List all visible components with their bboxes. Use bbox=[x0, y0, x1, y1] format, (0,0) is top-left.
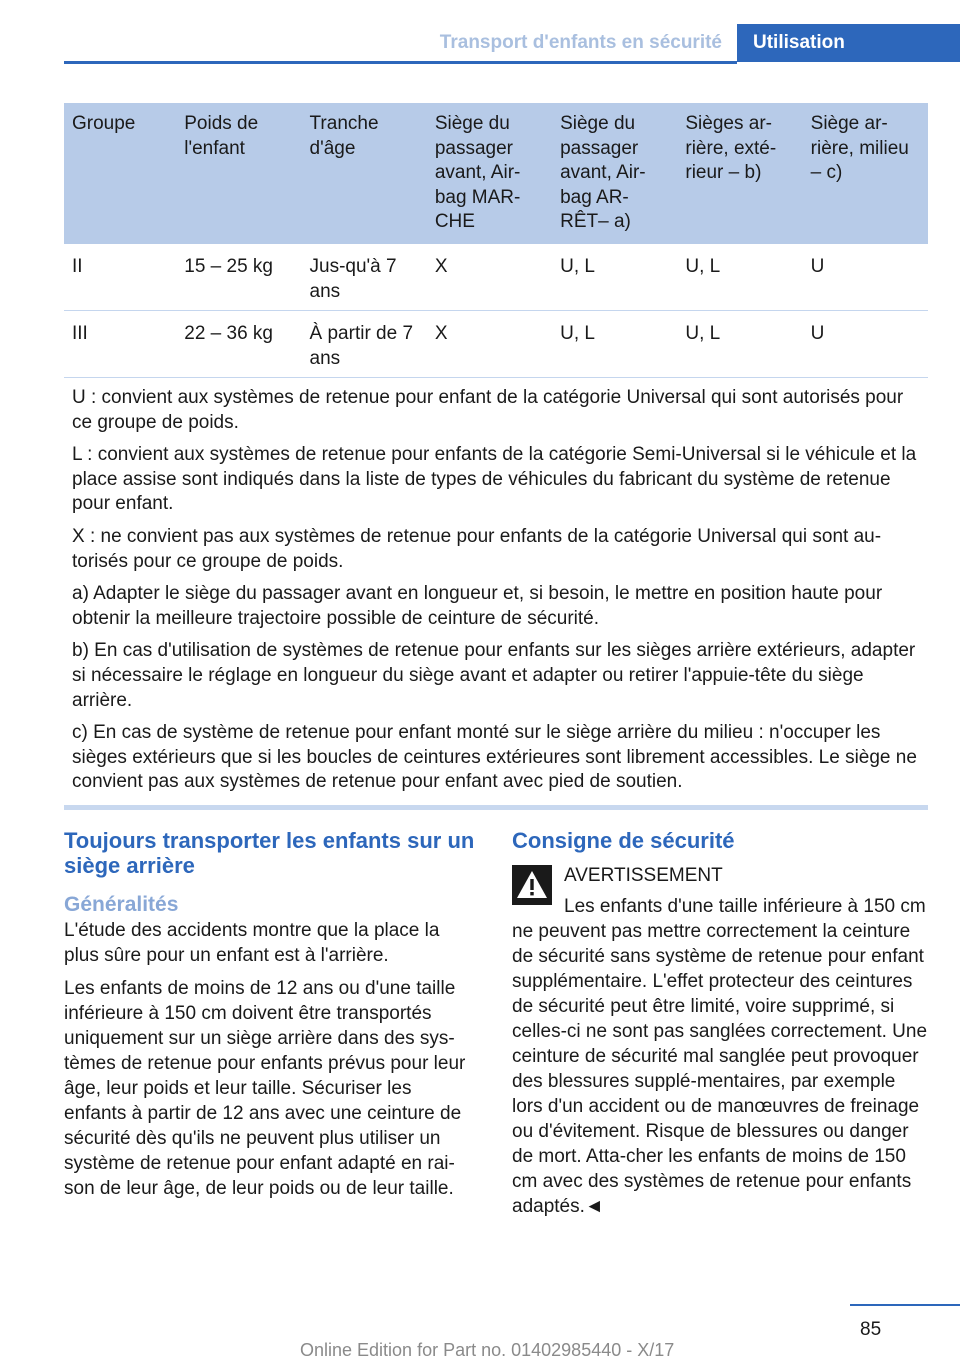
note-u: U : convient aux systèmes de retenue pour enfant de la catégorie Universal qui sont autorisés pour ce groupe de poids. bbox=[72, 387, 904, 433]
section-heading: Consigne de sécurité bbox=[512, 828, 735, 853]
header-cell: Groupe bbox=[64, 103, 176, 244]
table-notes-row bbox=[64, 378, 928, 808]
page-number: 85 bbox=[860, 1319, 882, 1340]
section-heading: Toujours transporter les enfants sur un siège arrière bbox=[64, 828, 475, 878]
edition-footer: Online Edition for Part no. 01402985440 - X/17 bbox=[300, 1340, 675, 1360]
table-cell: U, L bbox=[677, 244, 802, 311]
warning-text: Les enfants d'une taille inférieure à 150 cm ne peuvent pas mettre correctement la ceinture de sécurité sans système de retenue pour enfant supplémentaire. L'effet protecteur des ceintures de sécurité peut être limité, voire supprimé, si celles-ci ne sont pas sanglées correctement. Une ceinture de sécurité mal sanglée peut provoquer des blessures supplé-mentaires, par exemple lors d'un accident ou de manœuvres de freinage ou d'évitement. Risque de blessures ou danger de mort. Atta-cher les enfants de moins de 150 cm avec des systèmes de retenue pour enfants adaptés.◄ bbox=[512, 896, 928, 1217]
note-a: a) Adapter le siège du passager avant en longueur et, si besoin, le mettre en position haute pour obtenir la meilleure trajectoire possible de ceinture de sécurité. bbox=[72, 583, 883, 629]
chapter-tab[interactable]: Utilisation bbox=[737, 24, 960, 62]
warning-title: AVERTISSEMENT bbox=[564, 865, 723, 886]
table-notes bbox=[64, 378, 928, 808]
table-cell: II bbox=[64, 244, 176, 311]
table-cell: 15 – 25 kg bbox=[176, 244, 301, 311]
table-cell: X bbox=[427, 311, 552, 378]
right-column bbox=[512, 828, 929, 1219]
note-b: b) En cas d'utilisation de systèmes de retenue pour enfants sur les sièges arrière extérieurs, adapter si nécessaire le réglage en longueur du siège avant et adapter ou retirer l'appuie-tête du siège arrière. bbox=[72, 640, 916, 711]
table-cell: U, L bbox=[552, 244, 677, 311]
note-c: c) En cas de système de retenue pour enfant monté sur le siège arrière du milieu : n'occuper les sièges extérieurs que si les boucles de ceintures extérieures sont librement accessibles. Le siège ne convient pas aux systèmes de retenue pour enfant avec pied de soutien. bbox=[72, 722, 917, 793]
child-seat-table bbox=[64, 103, 928, 810]
warning-triangle-icon bbox=[512, 865, 552, 905]
note-l: L : convient aux systèmes de retenue pour enfants de la catégorie Semi-Universal si le véhicule et la place assise sont indiqués dans la liste de types de véhicules du fabricant du système de retenue pour enfant. bbox=[72, 444, 917, 515]
table-cell: X bbox=[427, 244, 552, 311]
left-column bbox=[64, 828, 479, 1209]
table-header-row bbox=[64, 103, 928, 244]
section-title: Transport d'enfants en sécurité bbox=[439, 32, 722, 53]
table-cell: U, L bbox=[552, 311, 677, 378]
table-cell: U bbox=[803, 244, 928, 311]
table-row bbox=[64, 244, 928, 311]
table-cell: 22 – 36 kg bbox=[176, 311, 301, 378]
table-cell: U, L bbox=[677, 311, 802, 378]
warning-block bbox=[512, 863, 929, 1219]
header-cell: Poids de l'enfant bbox=[176, 103, 301, 244]
footer-rule bbox=[850, 1304, 960, 1306]
body-paragraph: Les enfants de moins de 12 ans ou d'une taille inférieure à 150 cm doivent être transportés uniquement sur un siège arrière dans des sys-tèmes de retenue pour enfants prévus pour leur âge, leur poids et leur taille. Sécuriser les enfants à partir de 12 ans avec une ceinture de sécurité dès qu'ils ne peuvent plus utiliser un système de retenue pour enfant adapté en rai-son de leur âge, de leur poids ou de leur taille. bbox=[64, 978, 466, 1199]
subsection-heading: Généralités bbox=[64, 893, 179, 916]
body-paragraph: L'étude des accidents montre que la place la plus sûre pour un enfant est à l'arrière. bbox=[64, 920, 440, 966]
note-x: X : ne convient pas aux systèmes de retenue pour enfants de la catégorie Universal qui sont au-torisés pour ce groupe de poids. bbox=[72, 525, 882, 572]
header-rule bbox=[64, 61, 737, 64]
table-cell: III bbox=[64, 311, 176, 378]
header-cell: Siège du passager avant, Air-bag AR-RÊT– a) bbox=[552, 103, 677, 244]
table-cell: Jus-qu'à 7 ans bbox=[302, 244, 427, 311]
header-cell: Siège du passager avant, Air-bag MAR-CHE bbox=[427, 103, 552, 244]
header-cell: Sièges ar-rière, exté-rieur – b) bbox=[677, 103, 802, 244]
header-cell: Tranche d'âge bbox=[302, 103, 427, 244]
page-header bbox=[0, 24, 960, 62]
table-row bbox=[64, 311, 928, 378]
header-cell: Siège ar-rière, milieu – c) bbox=[803, 103, 928, 244]
table-cell: À partir de 7 ans bbox=[302, 311, 427, 378]
table-cell: U bbox=[803, 311, 928, 378]
